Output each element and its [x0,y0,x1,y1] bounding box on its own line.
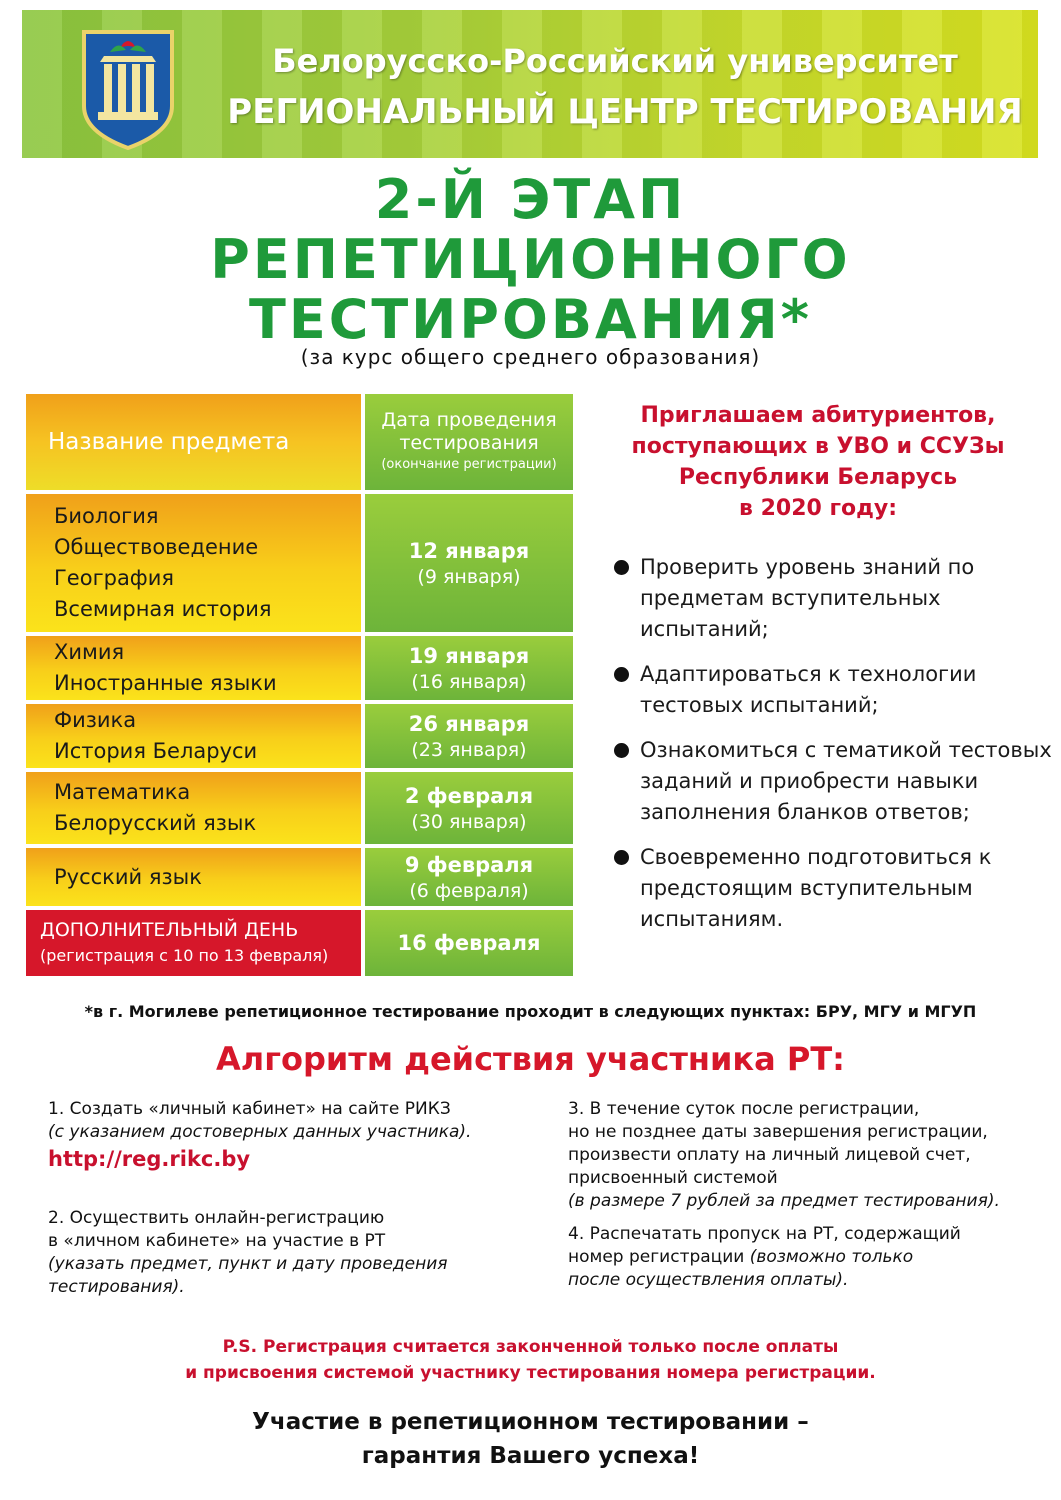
list-item [612,842,1052,935]
header-date [365,394,573,490]
table-row [26,772,577,844]
bullet-icon [614,667,629,682]
registration-deadline: (9 января) [417,566,521,588]
bullet-icon [614,850,629,865]
steps-right [568,1098,1048,1292]
subject-name: Русский язык [54,864,202,889]
title-line-2: РЕПЕТИЦИОННОГО [210,228,851,291]
subtitle: (за курс общего среднего образования) [300,345,761,369]
center-name: РЕГИОНАЛЬНЫЙ ЦЕНТР ТЕСТИРОВАНИЯ [227,92,1023,132]
step-2-text-b: в «личном кабинете» на участие в РТ [48,1231,386,1251]
bullet-icon [614,743,629,758]
step-1-note-text: (с указанием достоверных данных участника). [48,1122,472,1142]
closing-line-1: Участие в репетиционном тестировании – [252,1409,809,1435]
test-date: 9 февраля [404,853,534,877]
ps-line-1: P.S. Регистрация считается законченной только после оплаты [222,1337,839,1357]
subject-name: Всемирная история [54,597,272,621]
row-date [365,704,573,768]
invite-line: Приглашаем абитуриентов, [640,403,996,428]
registration-deadline: (16 января) [411,671,527,693]
row-date [365,848,573,906]
row-date [365,636,573,700]
row-date [365,772,573,844]
step-3-c: произвести оплату на личный лицевой счет, [568,1145,971,1165]
closing-line-2: гарантия Вашего успеха! [361,1443,700,1469]
step-2-text-a: 2. Осуществить онлайн-регистрацию [48,1208,385,1228]
invitation-heading [588,400,1048,524]
extra-day-title: ДОПОЛНИТЕЛЬНЫЙ ДЕНЬ [40,919,299,941]
invite-line: Республики Беларусь [678,465,958,490]
list-item [612,735,1052,828]
row-subjects [26,636,361,700]
header-subject: Название предмета [26,394,361,490]
row-subjects [26,772,361,844]
step-4-b-text: номер регистрации [568,1247,750,1267]
header-date-line2: тестирования [399,432,539,454]
test-date: 2 февраля [404,784,534,808]
test-date: 19 января [408,644,530,668]
subject-name: Белорусский язык [54,811,257,835]
algorithm-title: Алгоритм действия участника РТ: [216,1040,845,1078]
benefits-list [612,552,1052,949]
extra-day-note: (регистрация с 10 по 13 февраля) [40,946,329,965]
header-banner [22,10,1038,158]
list-item [612,552,1052,645]
step-2-note-a-text: (указать предмет, пункт и дату проведения [48,1254,448,1274]
step-4-b [568,1246,1048,1269]
test-date: 26 января [408,712,530,736]
subject-name: Физика [54,708,137,732]
step-1-note [48,1121,548,1144]
bullet-text: Ознакомиться с тематикой тестовых заданий и приобрести навыки заполнения бланков ответов; [640,738,1052,824]
schedule-table [26,394,577,980]
extra-day-label [26,910,361,976]
bullet-text: Своевременно подготовиться к предстоящим вступительным испытаниям. [640,845,992,931]
step-4-c [568,1269,1048,1292]
step-3-note [568,1190,1048,1213]
closing-slogan [0,1405,1061,1473]
subject-name: Обществоведение [54,535,259,559]
table-row [26,848,577,906]
header-date-line3: (окончание регистрации) [381,457,557,472]
ps-line-2: и присвоения системой участнику тестирования номера регистрации. [185,1363,876,1383]
postscript [0,1334,1061,1386]
test-date: 16 февраля [397,931,541,955]
extra-day-date [365,910,573,976]
footnote: *в г. Могилеве репетиционное тестирование проходит в следующих пунктах: БРУ, МГУ и МГУП [84,1002,977,1021]
title-line-1: 2-Й ЭТАП [374,168,687,231]
list-item [612,659,1052,721]
test-date: 12 января [408,539,530,563]
step-1-text: 1. Создать «личный кабинет» на сайте РИКЗ [48,1099,451,1119]
step-3-d: присвоенный системой [568,1168,778,1188]
step-2-note-a [48,1253,548,1276]
subject-name: Математика [54,780,191,804]
subject-name: Химия [54,640,125,664]
step-4-a: 4. Распечатать пропуск на РТ, содержащий [568,1224,961,1244]
subject-name: История Беларуси [54,739,258,763]
invite-line: поступающих в УВО и ССУЗы [631,434,1005,459]
registration-deadline: (30 января) [411,811,527,833]
extra-day-row [26,910,577,976]
university-name: Белорусско-Российский университет [272,42,958,80]
step-3-a: 3. В течение суток после регистрации, [568,1099,920,1119]
row-date [365,494,573,632]
bullet-text: Проверить уровень знаний по предметам вступительных испытаний; [640,555,975,641]
registration-deadline: (23 января) [411,739,527,761]
step-3-b: но не позднее даты завершения регистрации, [568,1122,988,1142]
registration-link[interactable]: http://reg.rikc.by [48,1147,251,1171]
table-row [26,636,577,700]
row-subjects [26,494,361,632]
table-header-row [26,394,577,490]
title-line-3: ТЕСТИРОВАНИЯ* [248,288,813,351]
step-4-note-c: после осуществления оплаты). [568,1270,849,1290]
subject-name: Иностранные языки [54,671,277,695]
header-date-line1: Дата проведения [381,409,557,431]
subject-name: География [54,566,175,590]
registration-deadline: (6 февраля) [409,880,529,902]
steps-left [48,1098,548,1299]
bullet-text: Адаптироваться к технологии тестовых испытаний; [640,662,977,717]
table-row [26,494,577,632]
row-subjects [26,848,361,906]
step-3-note-text: (в размере 7 рублей за предмет тестирования). [568,1191,1000,1211]
subject-name: Биология [54,504,159,528]
table-row [26,704,577,768]
step-2-note-b-text: тестирования). [48,1277,185,1297]
step-2-note-b [48,1276,548,1299]
bullet-icon [614,560,629,575]
invite-line: в 2020 году: [739,496,897,521]
row-subjects [26,704,361,768]
step-4-note-b: (возможно только [749,1247,914,1267]
